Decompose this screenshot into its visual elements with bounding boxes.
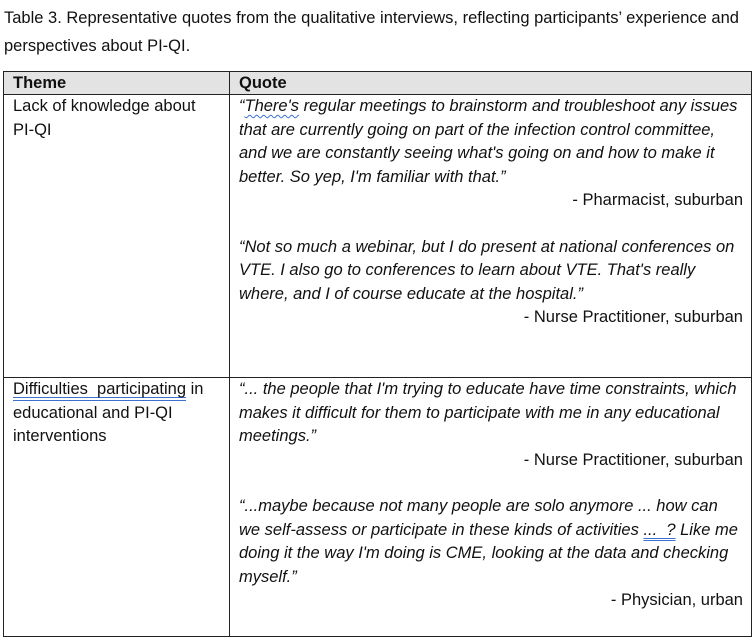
theme-label-rest: in educational and PI-QI interventions xyxy=(13,380,204,445)
quote-attribution: - Pharmacist, suburban xyxy=(572,191,743,209)
header-theme: Theme xyxy=(4,72,230,95)
header-quote: Quote xyxy=(230,72,752,95)
theme-cell xyxy=(4,378,230,637)
quote-cell xyxy=(230,95,752,378)
quote-attribution: - Nurse Practitioner, suburban xyxy=(523,450,743,469)
quote-text-before: “...maybe because not many people are solo anymore ... how can we self-assess or participate in these kinds of activities xyxy=(239,497,718,539)
quote-entry xyxy=(239,236,743,330)
quote-text: “... the people that I'm trying to educate have time constraints, which makes it difficult for them to participate with me in any educational meetings.” xyxy=(239,380,737,445)
spellcheck-word: There's xyxy=(244,97,300,115)
quote-entry xyxy=(239,495,743,613)
grammar-marked-text: ... ? xyxy=(643,520,676,539)
theme-label xyxy=(13,378,221,449)
theme-label: Lack of knowledge about PI-QI xyxy=(13,97,196,139)
quote-attribution: - Physician, urban xyxy=(610,591,743,609)
table-row xyxy=(4,95,752,378)
quote-open-mark: “ xyxy=(239,97,245,115)
table-caption: Table 3. Representative quotes from the qualitative interviews, reflecting participants’ experience and perspectives about PI-QI. xyxy=(4,9,739,55)
quote-text: “Not so much a webinar, but I do present at national conferences on VTE. I also go to conferences to learn about VTE. That's really where, and I of course educate at the hospital.” xyxy=(239,237,735,303)
table-header-row xyxy=(4,72,752,95)
quotes-table xyxy=(3,71,752,637)
quote-text-rest: regular meetings to brainstorm and troubleshoot any issues that are currently going on part of the infection control committee, and we are constantly seeing what's going on and how to make it better. So yep, I'm familiar with that.” xyxy=(239,97,738,186)
quote-entry xyxy=(239,95,743,213)
quote-entry xyxy=(239,378,743,472)
quote-cell xyxy=(230,378,752,637)
table-row xyxy=(4,378,752,637)
grammar-marked-text: Difficulties participating xyxy=(13,380,187,398)
quote-text-after: Like me doing it the way I'm doing is CME, looking at the data and checking myself.” xyxy=(239,520,738,586)
quote-attribution: - Nurse Practitioner, suburban xyxy=(523,308,743,326)
quote-text xyxy=(239,495,743,589)
theme-cell xyxy=(4,95,230,378)
quote-text xyxy=(239,95,743,189)
